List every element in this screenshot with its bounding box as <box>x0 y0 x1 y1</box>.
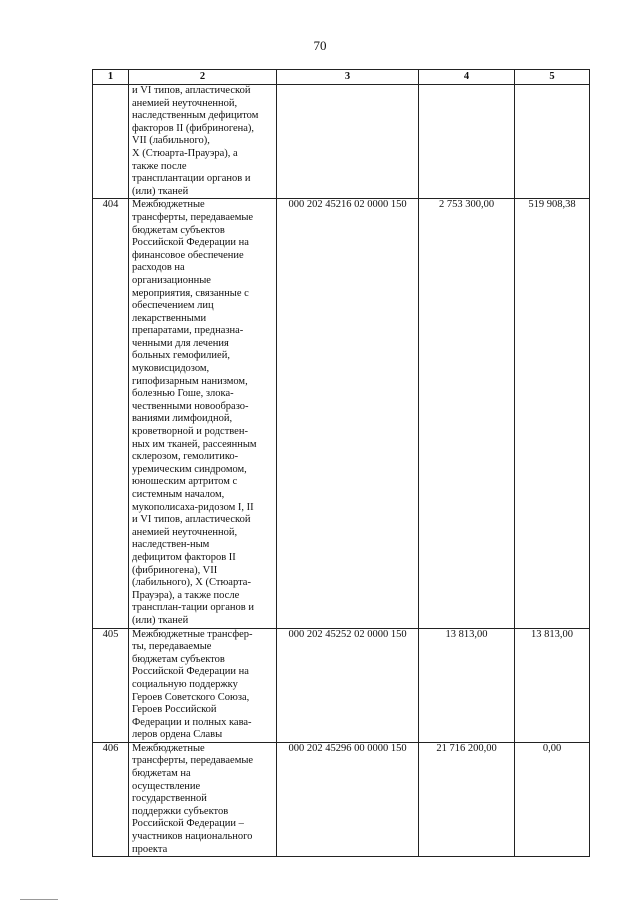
row-amount: 13 813,00 <box>419 628 515 742</box>
table-row <box>93 628 590 742</box>
row-amount: 21 716 200,00 <box>419 742 515 856</box>
row-budget-code: 000 202 45296 00 0000 150 <box>277 742 419 856</box>
row-budget-code <box>277 85 419 199</box>
column-header: 3 <box>277 70 419 85</box>
row-amount-executed <box>515 85 590 199</box>
row-description: Межбюджетные трансферты, передаваемые бюджетам на осуществление государственной поддержки субъектов Российской Федерации – участников национального проекта <box>129 742 277 856</box>
page-number: 70 <box>313 38 327 53</box>
budget-table <box>92 69 590 857</box>
column-header: 5 <box>515 70 590 85</box>
row-amount-executed: 519 908,38 <box>515 199 590 628</box>
row-amount-executed: 0,00 <box>515 742 590 856</box>
table-header-row <box>93 70 590 85</box>
row-amount <box>419 85 515 199</box>
row-description: и VI типов, апластической анемией неуточненной, наследственным дефицитом факторов II (фибриногена), VII (лабильного), X (Стюарта-Прауэра), а также после трансплантации органов и (или) тканей <box>129 85 277 199</box>
row-number: 404 <box>93 199 129 628</box>
row-description: Межбюджетные трансфер- ты, передаваемые бюджетам субъектов Российской Федерации на социальную поддержку Героев Советского Союза, Героев Российской Федерации и полных кава- леров ордена Славы <box>129 628 277 742</box>
column-header: 1 <box>93 70 129 85</box>
column-header: 4 <box>419 70 515 85</box>
row-amount-executed: 13 813,00 <box>515 628 590 742</box>
table-row <box>93 199 590 628</box>
table-row <box>93 742 590 856</box>
column-header: 2 <box>129 70 277 85</box>
row-description: Межбюджетные трансферты, передаваемые бюджетам субъектов Российской Федерации на финансовое обеспечение расходов на организационные мероприятия, связанные с обеспечением лиц лекарственными препаратами, предназна- ченными для лечения больных гемофилией, муковисцидозом, гипофизарным нанизмом, болезнью Гоше, злока- чественными новообразо- ваниями лимфоидной, кроветворной и родствен- ных им тканей, рассеянным склерозом, гемолитико- уремическим синдромом, юношеским артритом с системным началом, мукополисаха-ридозом I, II и VI типов, апластической анемией неуточненной, наследствен-ным дефицитом факторов II (фибриногена), VII (лабильного), X (Стюарта- Прауэра), а также после трансплан-тации органов и (или) тканей <box>129 199 277 628</box>
row-number: 405 <box>93 628 129 742</box>
table-row <box>93 85 590 199</box>
row-amount: 2 753 300,00 <box>419 199 515 628</box>
row-budget-code: 000 202 45216 02 0000 150 <box>277 199 419 628</box>
row-number <box>93 85 129 199</box>
row-budget-code: 000 202 45252 02 0000 150 <box>277 628 419 742</box>
row-number: 406 <box>93 742 129 856</box>
footer-rule <box>20 899 58 900</box>
